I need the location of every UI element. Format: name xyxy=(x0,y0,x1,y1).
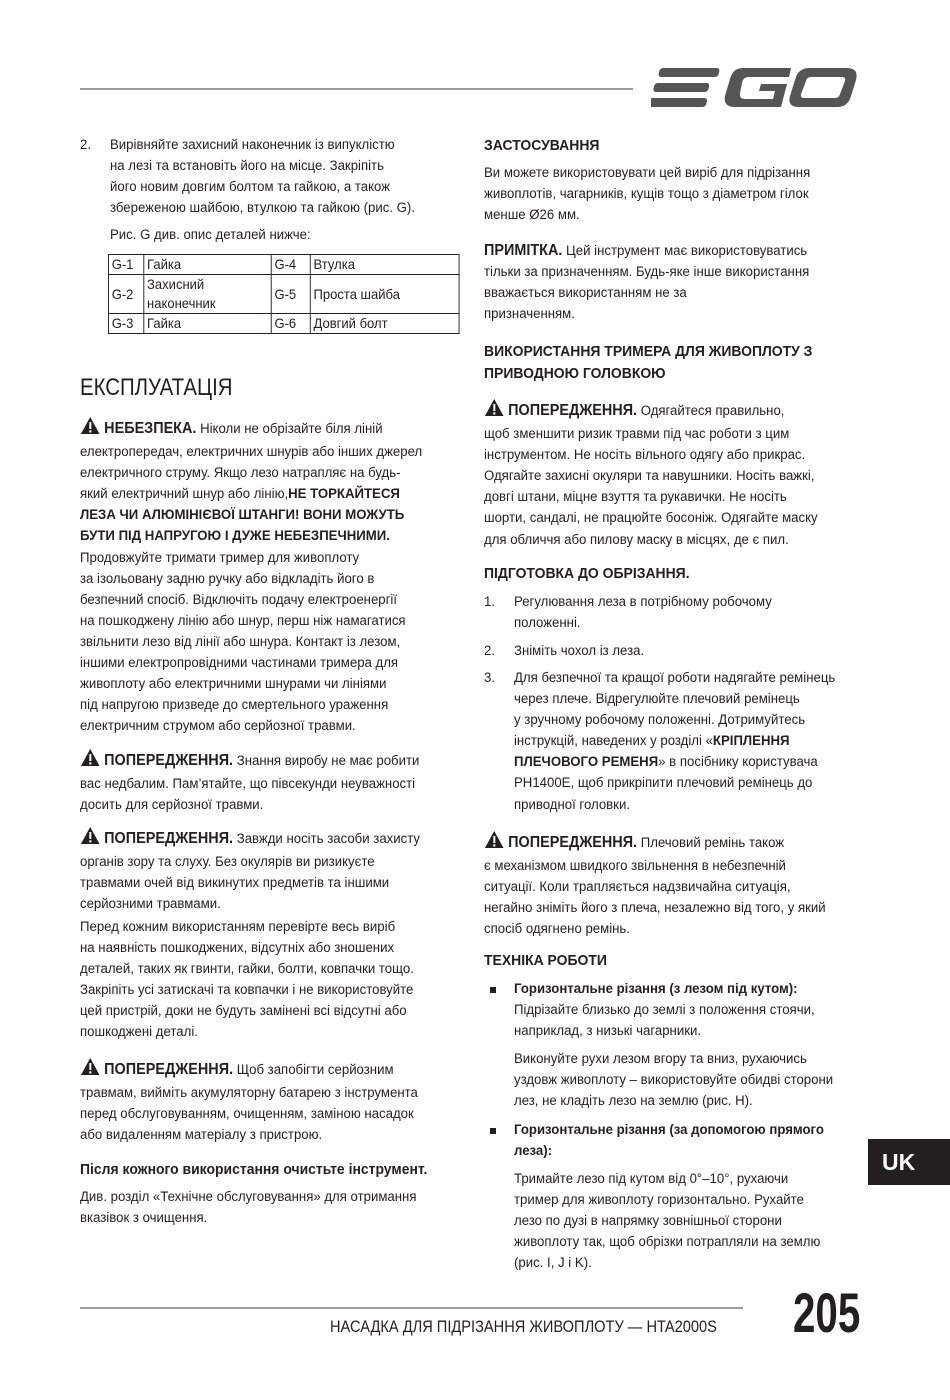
warning-triangle-icon xyxy=(484,830,504,856)
warning-triangle-icon xyxy=(484,398,504,424)
warning-triangle-icon xyxy=(80,1057,100,1083)
cleaning-paragraph: Див. розділ «Технічне обслуговування» для отримання вказівок з очищення. xyxy=(80,1189,417,1227)
warning-block-4: ПОПЕРЕДЖЕННЯ. Одягайтеся правильно, щоб зменшити ризик травми під час роботи з цим інструментом. Не носіть вільного одягу або прикрас. Одягайте захисні окуляри та навушники. Носіть важкі, довгі штани, міцне взуття та рукавички. Не носіть шорти, сандалі, не працюйте босоніж. Одягайте маску для обличчя або пилову маску в місцях, де є пил. xyxy=(484,398,893,551)
table-row: G-1 Гайка G-4 Втулка xyxy=(108,255,459,275)
parts-table xyxy=(108,254,486,334)
footer-rule xyxy=(80,1307,743,1309)
warning-block-2: ПОПЕРЕДЖЕННЯ. Завжди носіть засоби захисту органів зору та слуху. Без окулярів ви ризикуєте травмами очей від викинутих предметів та іншими серйозними травмами. xyxy=(80,826,489,915)
bullet-marker xyxy=(490,1128,496,1134)
table-row: G-2 Захисний наконечник G-5 Проста шайба xyxy=(108,275,459,314)
danger-block: НЕБЕЗПЕКА. Ніколи не обрізайте біля ліній електропередач, електричних шнурів або інших джерел електричного струму. Якщо лезо натрапляє на будь- який електричний шнур або лінію,НЕ ТОРКАЙТЕСЯ ЛЕЗА ЧИ АЛЮМІНІЄВОЇ ШТАНГИ! ВОНИ МОЖУТЬ БУТИ ПІД НАПРУГОЮ І ДУЖЕ НЕБЕЗПЕЧНИМИ. Продовжуйте тримати тример для живоплоту за ізольовану задню ручку або відкладіть його в безпечний спосіб. Відключіть подачу електроенергії на пошкоджену лінію або шнур, перш ніж намагатися звільнити лезо від лінії або шнура. Контакт із лезом, іншими електропровідними частинами тримера для живоплоту або електричними шнурами чи лініями під напругою призведе до смертельного ураження електричним струмом або серйозної травми. xyxy=(80,416,489,737)
section-title: ЕКСПЛУАТАЦІЯ xyxy=(80,374,233,401)
bullet-1: Горизонтальне різання (з лезом під кутом): Підрізайте близько до землі з положення стоячи, наприклад, з низькі чагарники. xyxy=(514,981,815,1040)
warning-block-1: ПОПЕРЕДЖЕННЯ. Знання виробу не має робити вас недбалим. Пам’ятайте, що півсекунди неуважності досить для серйозної травми. xyxy=(80,748,489,816)
warning-block-3: ПОПЕРЕДЖЕННЯ. Щоб запобігти серйозним травмам, вийміть акумуляторну батарею з інструмента перед обслуговуванням, очищенням, заміною насадок або видаленням матеріалу з пристрою. xyxy=(80,1057,489,1146)
prep-1-text: Регулювання леза в потрібному робочому положенні. xyxy=(514,594,772,632)
table-row: G-3 Гайка G-6 Довгий болт xyxy=(108,314,459,334)
warning-block-5: ПОПЕРЕДЖЕННЯ. Плечовий ремінь також є механізмом швидкого звільнення в небезпечній ситуації. Коли трапляється надзвичайна ситуація, негайно зніміть його з плеча, незалежно від того, у який спосіб одягнено ремінь. xyxy=(484,830,893,940)
warning-triangle-icon xyxy=(80,826,100,852)
preparation-heading: ПІДГОТОВКА ДО ОБРІЗАННЯ. xyxy=(484,565,690,582)
warning-triangle-icon xyxy=(80,748,100,774)
prep-2-number: 2. xyxy=(484,643,496,659)
bullet-2-paragraph: Тримайте лезо під кутом від 0°–10°, рухаючи тример для живоплоту горизонтально. Рухайте лезо по дузі в напрямку зовнішньої сторони живоплоту так, щоб обрізки потрапляли на землю (рис. I, J і K). xyxy=(514,1171,821,1272)
step-2-text: Вирівняйте захисний наконечник із випуклістю на лезі та встановіть його на місце. Закріпіть його новим довгим болтом та гайкою, а також збереженою шайбою, втулкою та гайкою (рис. G). xyxy=(110,137,415,217)
prep-3-number: 3. xyxy=(484,670,496,686)
trimmer-heading: ВИКОРИСТАННЯ ТРИМЕРА ДЛЯ ЖИВОПЛОТУ З ПРИВОДНОЮ ГОЛОВКОЮ xyxy=(484,343,813,382)
bullet-2: Горизонтальне різання (за допомогою прямого леза): xyxy=(514,1122,824,1160)
note-block: ПРИМІТКА. Цей інструмент має використовуватись тільки за призначенням. Будь-яке інше використання вважається використанням не за призначенням. xyxy=(484,242,810,323)
technique-heading: ТЕХНІКА РОБОТИ xyxy=(484,952,607,969)
bullet-marker xyxy=(490,987,496,993)
prep-3-text: Для безпечної та кращої роботи надягайте ремінець через плече. Відрегулюйте плечовий ремінець у зручному робочому положенні. Дотримуйтесь інструкцій, наведених у розділі «КРІПЛЕННЯ ПЛЕЧОВОГО РЕМЕНЯ» в посібнику користувача PH1400E, щоб прикріпити плечовий ремінець до приводної головки. xyxy=(514,670,836,813)
language-tab: UK xyxy=(868,1139,950,1185)
bullet-1-paragraph: Виконуйте рухи лезом вгору та вниз, рухаючись уздовж живоплоту – використовуйте обидві сторони лез, не кладіть лезо на землю (рис. H). xyxy=(514,1051,834,1110)
prep-2-text: Зніміть чохол із леза. xyxy=(514,643,645,659)
cleaning-heading: Після кожного використання очистьте інструмент. xyxy=(80,1161,428,1178)
application-heading: ЗАСТОСУВАННЯ xyxy=(484,137,600,154)
ego-logo xyxy=(651,63,861,113)
warning-triangle-icon xyxy=(80,416,100,442)
page-number: 205 xyxy=(793,1281,861,1344)
application-paragraph: Ви можете використовувати цей виріб для підрізання живоплотів, чагарників, кущів тощо з діаметром гілок менше Ø26 мм. xyxy=(484,165,811,224)
inspection-paragraph: Перед кожним використанням перевірте весь виріб на наявність пошкоджених, відсутніх або зношених деталей, таких як гвинти, гайки, болти, ковпачки тощо. Закріпіть усі затискачі та ковпачки і не використовуйте цей пристрій, доки не будуть замінені всі відсутні або пошкоджені деталі. xyxy=(80,919,414,1041)
step-2-number: 2. xyxy=(80,137,92,153)
figure-caption: Рис. G див. опис деталей нижче: xyxy=(110,227,311,243)
prep-1-number: 1. xyxy=(484,594,496,610)
footer-title: НАСАДКА ДЛЯ ПІДРІЗАННЯ ЖИВОПЛОТУ — HTA2000S xyxy=(330,1317,717,1336)
header-rule xyxy=(80,88,633,90)
